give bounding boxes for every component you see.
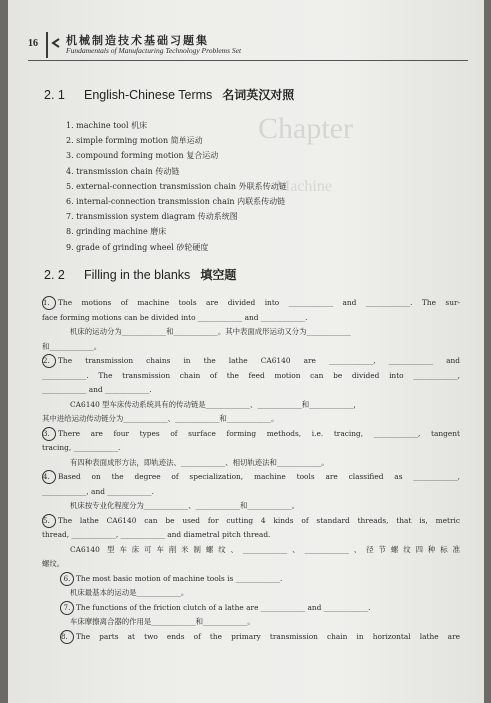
list-item: 5. external-connection transmission chain 外联系传动链 [66,181,287,191]
header-title-en: Fundamentals of Manufacturing Technology Problems Set [66,46,242,55]
section-title-cn: 名词英汉对照 [222,88,295,102]
list-item: 4. transmission chain 传动链 [66,166,180,176]
question-2-line: ____________. The transmission chain of the feed motion can be divided into ____________, [42,370,460,380]
question-4-line: 4. Based on the degree of specialization, machine tools are classified as ____________, [42,470,460,485]
question-3-line: tracing, ____________. [42,443,121,452]
question-number-circle: 1. [42,296,56,310]
question-5-cn: 螺纹。 [42,559,65,568]
question-3-cn: 有四种表面成形方法，即轨迹法、____________、相切轨迹法和____________。 [70,457,329,467]
page-number: 16 [28,38,38,49]
question-5-line: thread, ____________, ____________ and diametral pitch thread. [42,530,271,539]
question-number-circle: 5. [42,514,56,528]
question-number-circle: 8. [60,630,74,644]
list-item: 6. internal-connection transmission chain 内联系传动链 [66,196,286,206]
terms-list [66,118,287,255]
page-header [28,30,468,60]
question-3-line: 3. There are four types of surface forming methods, i.e. tracing, ____________, tangent [42,427,460,442]
question-number-circle: 3. [42,427,56,441]
list-item: 7. transmission system diagram 传动系统图 [66,212,238,222]
fill-in-blanks [42,296,460,644]
section-title-en: English-Chinese Terms [84,88,213,102]
question-5-line: 5. The lathe CA6140 can be used for cutting 4 kinds of standard threads, that is, metric [42,514,460,529]
question-4-cn: 机床按专业化程度分为____________、____________和____________。 [70,501,300,510]
section-heading-blanks [44,266,236,283]
question-number-circle: 2. [42,354,56,368]
question-7-line: 7. The functions of the friction clutch of a lathe are ____________ and ____________. [42,601,460,616]
book-page [8,0,484,703]
question-number-circle: 7. [60,601,74,615]
watermark-chapter: Chapter [258,112,353,145]
header-rule [28,60,468,61]
header-title-cn: 机械制造技术基础习题集 [66,34,209,47]
question-6-cn: 机床最基本的运动是____________。 [70,588,189,597]
question-1-line: face forming motions can be divided into ____________ and ____________. [42,312,308,322]
list-item: 2. simple forming motion 简单运动 [66,136,203,146]
question-5-cn: CA6140 型车床可车削米制螺纹、____________、____________、径节螺纹四种标准 [70,544,460,554]
list-item: 3. compound forming motion 复合运动 [66,151,219,161]
list-item: 8. grinding machine 磨床 [66,227,167,237]
question-1-line: 1. The motions of machine tools are divided into ____________ and ____________. The sur- [42,296,460,311]
question-1-cn: 机床的运动分为____________和____________。其中表面成形运动又分为____________ [70,327,351,336]
header-divider [46,32,48,58]
question-2-line: ____________ and ____________. [42,385,152,394]
list-item: 1. machine tool 机床 [66,121,148,130]
section-title-en: Filling in the blanks [84,268,191,282]
question-8-line: 8. The parts at two ends of the primary transmission chain in horizontal lathe are [42,630,460,645]
list-item: 9. grade of grinding wheel 砂轮硬度 [66,242,209,252]
section-title-cn: 填空题 [200,268,237,282]
question-2-cn: CA6140 型车床传动系统具有的传动链是____________、____________和____________， [70,399,361,409]
section-number: 2. 1 [44,88,65,102]
section-heading-terms [44,86,294,103]
question-2-cn: 其中进给运动传动链分为____________、____________和____________。 [42,414,279,423]
question-1-cn: 和____________。 [42,341,102,351]
question-number-circle: 4. [42,470,56,484]
question-7-cn: 车床摩擦离合器的作用是____________和____________。 [70,617,255,626]
question-4-line: ____________, and ____________. [42,486,154,496]
watermark-machine: Machine [276,178,332,195]
question-6-line: 6. The most basic motion of machine tools is ____________. [42,572,460,587]
section-number: 2. 2 [44,268,65,282]
question-2-line: 2. The transmission chains in the lathe CA6140 are ____________, ____________ and [42,354,460,369]
book-logo-icon [50,37,62,49]
question-number-circle: 6. [60,572,74,586]
